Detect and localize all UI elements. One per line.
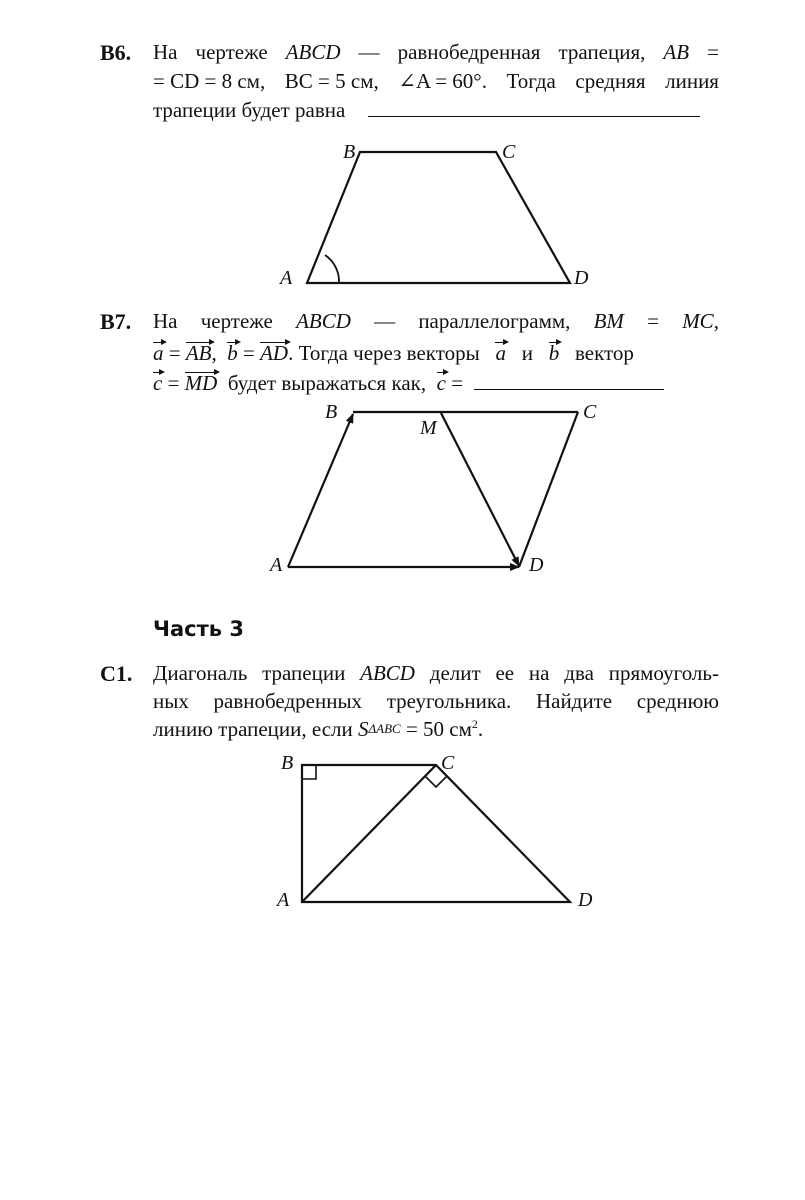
point-label-m: M — [420, 417, 437, 439]
vertex-label-b: B — [343, 141, 356, 163]
problem-text-line-1: На чертеже ABCD — параллелограмм, BM = MC, — [153, 309, 719, 333]
problem-text-line-3: c = MD будет выражаться как, c = — [153, 371, 719, 396]
problem-text-line-2: a = AB , b = AD . Тогда через векторы a и b вектор — [153, 341, 634, 365]
vertex-label-a: A — [280, 267, 293, 289]
vertex-label-b: B — [325, 401, 338, 423]
vertex-label-b: B — [281, 752, 294, 774]
diagonal-ac — [302, 765, 436, 902]
trapezoid-shape — [302, 765, 570, 902]
section-heading: Часть 3 — [153, 617, 244, 641]
vertex-label-a: A — [270, 554, 283, 576]
problem-text-line-1: На чертеже ABCD — равнобедренная трапеция, AB = — [153, 40, 719, 64]
right-angle-b-marker — [302, 765, 316, 779]
problem-number: B6. — [100, 40, 132, 65]
problem-text-line-2: ных равнобедренных треугольника. Найдите среднюю — [153, 689, 719, 713]
vertex-label-c: C — [441, 752, 455, 774]
problem-text-line-3: трапеции будет равна — [153, 98, 719, 123]
problem-text-line-3: линию трапеции, если S $_{\Delta ABC}$ = 50 см 2 . — [153, 717, 484, 741]
problem-text-line-2: = CD = 8 см, BC = 5 см, ∠A = 60°. Тогда средняя линия — [153, 69, 719, 93]
vertex-label-d: D — [578, 889, 593, 911]
vertex-label-c: C — [502, 141, 516, 163]
vertex-label-d: D — [529, 554, 544, 576]
problem-number: C1. — [100, 661, 133, 686]
vertex-label-a: A — [277, 889, 290, 911]
vertex-label-c: C — [583, 401, 597, 423]
vertex-label-d: D — [574, 267, 589, 289]
problem-text-line-1: Диагональ трапеции ABCD делит ее на два прямоуголь- — [153, 661, 719, 685]
right-angle-c-marker — [425, 776, 447, 787]
problem-number: B7. — [100, 309, 132, 334]
